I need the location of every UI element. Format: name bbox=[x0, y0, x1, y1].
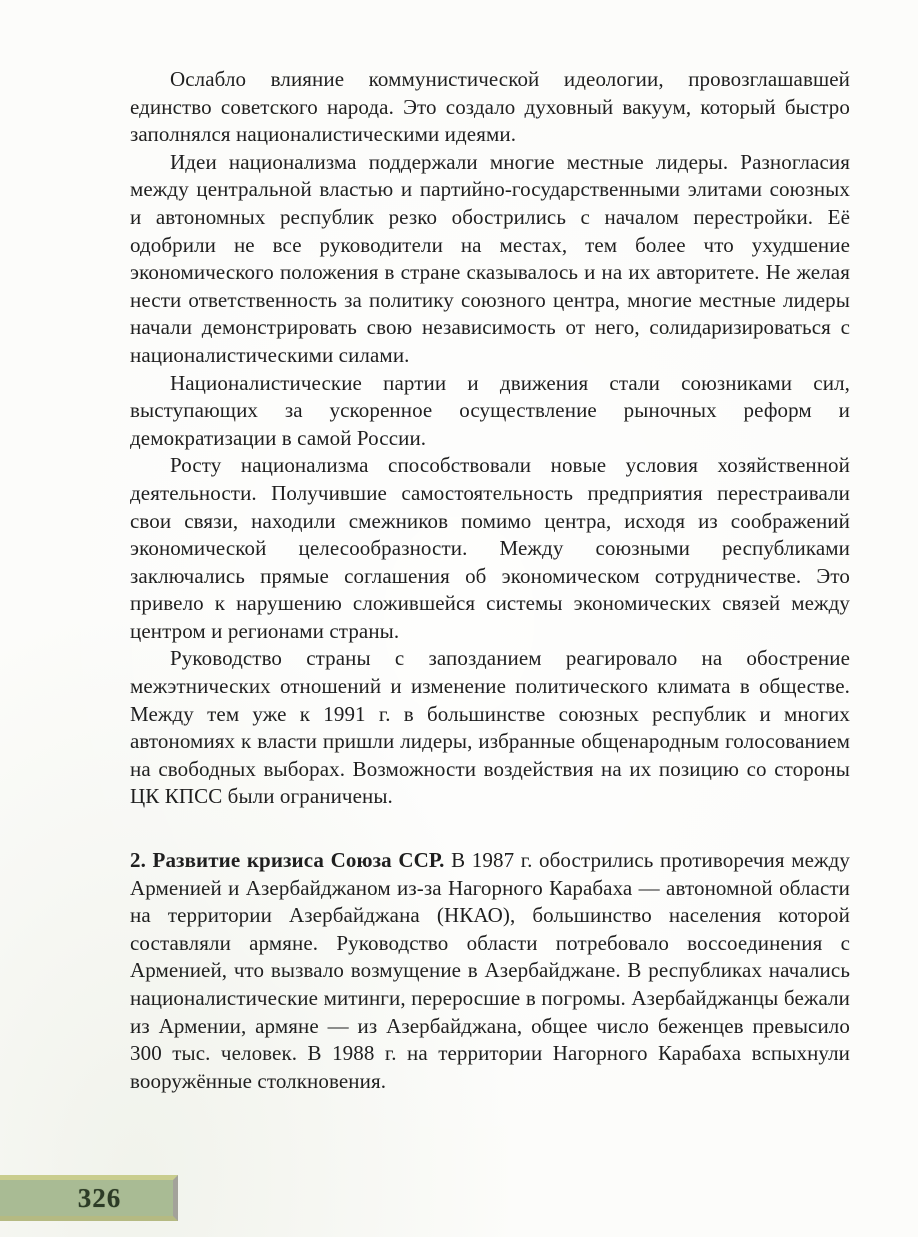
section-text: В 1987 г. обострились противоречия между Арменией и Азербайджаном из-за Нагорного Карабаха — автономной области на территории Азербайджана (НКАО), большинство населения которой составляли армяне. Руководство области потребовало воссоединения с Арменией, что вызвало возмущение в Азербайджане. В республиках начались националистические митинги, переросшие в погромы. Азербайджанцы бежали из Армении, армяне — из Азербайджана, общее число беженцев превысило 300 тыс. человек. В 1988 г. на территории Нагорного Карабаха вспыхнули вооружённые столкновения. bbox=[130, 848, 851, 1093]
paragraph: Руководство страны с запозданием реагировало на обострение межэтнических отношений и изменение политического климата в обществе. Между тем уже к 1991 г. в большинстве союзных республик и многих автономиях к власти пришли лидеры, избранные общенародным голосованием на свободных выборах. Возможности воздействия на их позицию со стороны ЦК КПСС были ограничены. bbox=[130, 646, 850, 809]
paragraph: Росту национализма способствовали новые условия хозяйственной деятельности. Получившие самостоятельность предприятия перестраивали свои связи, находили смежников помимо центра, исходя из соображений экономической целесообразности. Между союзными республиками заключались прямые соглашения об экономическом сотрудничестве. Это привело к нарушению сложившейся системы экономических связей между центром и регионами страны. bbox=[130, 453, 850, 643]
paragraph: Ослабло влияние коммунистической идеологии, провозглашавшей единство советского народа. Это создало духовный вакуум, который быстро заполнялся националистическими идеями. bbox=[130, 67, 850, 147]
section-paragraph bbox=[130, 847, 850, 1095]
paragraph: Идеи национализма поддержали многие местные лидеры. Разногласия между центральной властью и партийно-государственными элитами союзных и автономных республик резко обострились с началом перестройки. Её одобрили не все руководители на местах, тем более что ухудшение экономического положения в стране сказывалось и на их авторитете. Не желая нести ответственность за политику союзного центра, многие местные лидеры начали демонстрировать свою независимость от него, солидаризироваться с националистическими силами. bbox=[130, 149, 850, 367]
section-heading: 2. Развитие кризиса Союза ССР. bbox=[130, 848, 445, 873]
page-number-badge bbox=[0, 1175, 178, 1221]
page-number: 326 bbox=[77, 1182, 122, 1213]
paragraph: Националистические партии и движения стали союзниками сил, выступающих за ускоренное осуществление рыночных реформ и демократизации в самой России. bbox=[130, 370, 850, 450]
text-block bbox=[130, 66, 850, 1095]
